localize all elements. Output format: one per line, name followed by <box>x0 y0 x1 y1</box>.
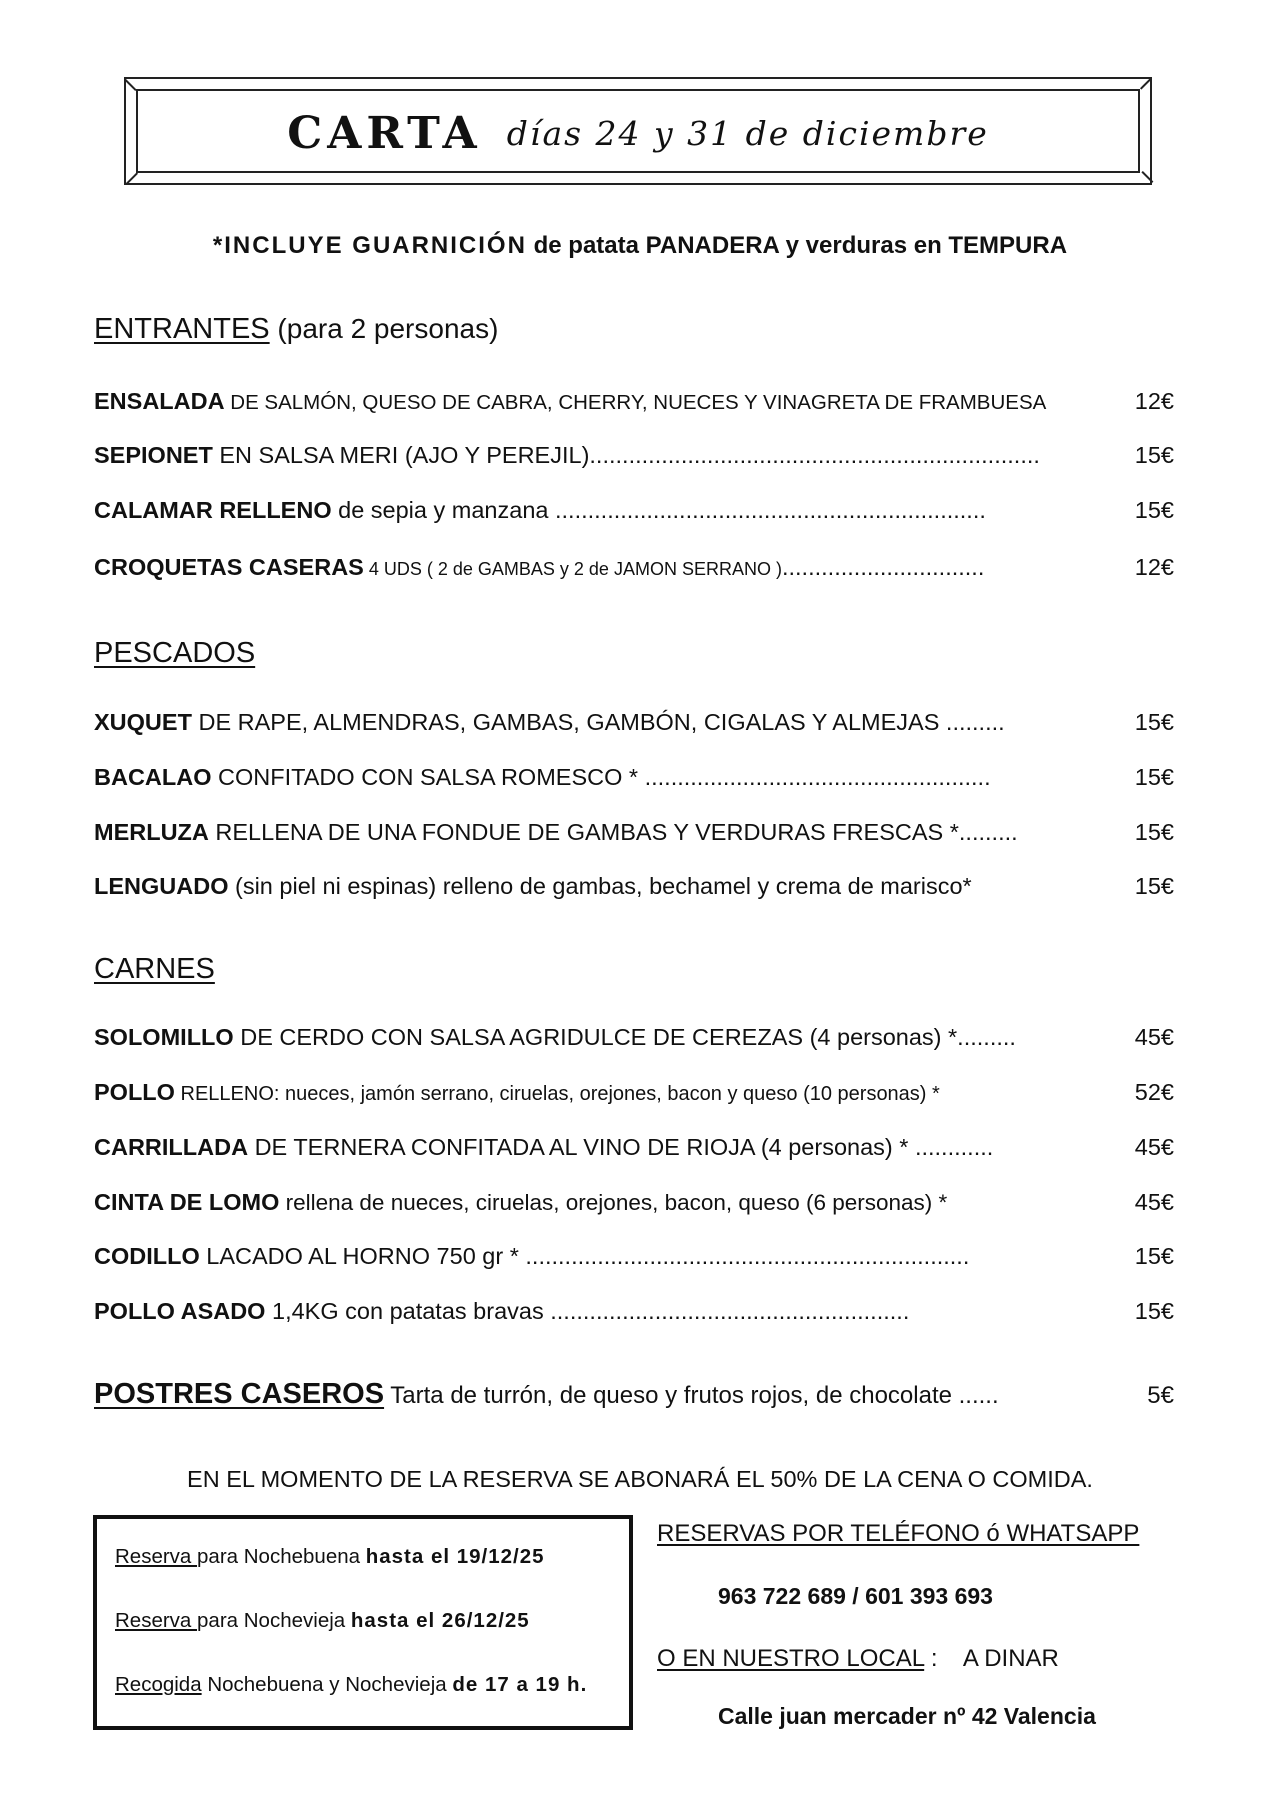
menu-item <box>94 1079 1174 1109</box>
menu-item <box>94 1134 1174 1164</box>
item-price: 15€ <box>1134 764 1174 790</box>
reservation-label: Recogida <box>115 1673 202 1696</box>
address: Calle juan mercader nº 42 Valencia <box>718 1703 1096 1729</box>
item-name: POLLO <box>94 1079 175 1105</box>
item-price: 52€ <box>1134 1079 1174 1105</box>
reservation-text: para Nochevieja <box>197 1609 351 1632</box>
local-name: A DINAR <box>962 1645 1059 1672</box>
item-detail-small: 4 UDS ( 2 de GAMBAS y 2 de JAMON SERRANO ) <box>363 559 782 579</box>
menu-item <box>94 1298 1174 1328</box>
item-name: XUQUET <box>94 709 192 735</box>
item-detail: 1,4KG con patatas bravas ....................................................... <box>265 1298 910 1324</box>
menu-item <box>94 1189 1174 1219</box>
item-detail: rellena de nueces, ciruelas, orejones, bacon, queso (6 personas) * <box>279 1190 948 1215</box>
menu-item <box>94 764 1174 794</box>
reservation-deadline: hasta el 19/12/25 <box>365 1545 545 1568</box>
item-detail: DE RAPE, ALMENDRAS, GAMBAS, GAMBÓN, CIGALAS Y ALMEJAS ......... <box>191 709 1005 735</box>
local-line <box>657 1645 1059 1673</box>
item-detail: de sepia y manzana .................................................................. <box>331 497 986 523</box>
item-detail: Tarta de turrón, de queso y frutos rojos, de chocolate ...... <box>384 1382 999 1409</box>
item-name: SEPIONET <box>94 442 213 468</box>
item-price: 15€ <box>1134 1243 1174 1269</box>
item-price: 15€ <box>1134 497 1174 523</box>
menu-item <box>94 819 1174 849</box>
item-name: ENSALADA <box>94 388 225 414</box>
reservation-label: Reserva <box>115 1545 198 1568</box>
section-carnes <box>94 953 215 986</box>
item-price: 12€ <box>1134 554 1174 580</box>
frame-bevel <box>125 79 137 91</box>
page-title <box>124 108 1152 159</box>
reservation-text: para Nochebuena <box>197 1545 366 1568</box>
reservation-line <box>115 1673 587 1697</box>
item-price: 15€ <box>1134 442 1174 468</box>
item-price: 15€ <box>1134 709 1174 735</box>
includes-label: *INCLUYE GUARNICIÓN <box>212 232 527 259</box>
item-detail: ............................... <box>781 554 985 580</box>
item-price: 15€ <box>1134 873 1174 899</box>
item-price: 45€ <box>1134 1189 1174 1215</box>
menu-item <box>94 554 1174 584</box>
deposit-note: EN EL MOMENTO DE LA RESERVA SE ABONARÁ EL 50% DE LA CENA O COMIDA. <box>187 1466 1093 1492</box>
reservation-box <box>93 1515 633 1730</box>
frame-bevel <box>1140 78 1152 90</box>
item-name: BACALAO <box>94 764 212 790</box>
item-name: LENGUADO <box>94 873 229 899</box>
item-detail: CONFITADO CON SALSA ROMESCO * ..................................................... <box>211 764 991 790</box>
item-price: 12€ <box>1134 388 1174 414</box>
reservation-label: Reserva <box>115 1609 198 1632</box>
section-title: PESCADOS <box>94 637 256 669</box>
item-name: POLLO ASADO <box>94 1298 266 1324</box>
item-price: 15€ <box>1134 819 1174 845</box>
section-entrantes <box>94 313 498 346</box>
frame-bevel <box>126 172 138 184</box>
reservation-deadline: de 17 a 19 h. <box>452 1673 588 1696</box>
item-detail: DE TERNERA CONFITADA AL VINO DE RIOJA (4 personas) * ............ <box>248 1134 994 1160</box>
frame-bevel <box>1141 171 1153 183</box>
item-price: 45€ <box>1134 1024 1174 1050</box>
item-name: CALAMAR RELLENO <box>94 497 332 523</box>
section-title: CARNES <box>94 953 215 985</box>
menu-item <box>94 873 1174 903</box>
item-name: CODILLO <box>94 1243 200 1269</box>
item-detail: DE CERDO CON SALSA AGRIDULCE DE CEREZAS (4 personas) *......... <box>233 1024 1016 1050</box>
postres-line <box>94 1378 1174 1412</box>
section-title: ENTRANTES <box>94 313 270 345</box>
reservation-line <box>115 1545 545 1569</box>
local-label: O EN NUESTRO LOCAL <box>657 1645 925 1672</box>
item-price: 15€ <box>1134 1298 1174 1324</box>
menu-item <box>94 497 1174 527</box>
menu-item <box>94 709 1174 739</box>
item-detail: RELLENO: nueces, jamón serrano, ciruelas, orejones, bacon y queso (10 personas) * <box>174 1083 940 1105</box>
item-name: CARRILLADA <box>94 1134 249 1160</box>
section-note: (para 2 personas) <box>269 313 499 344</box>
section-pescados <box>94 637 255 670</box>
item-detail: DE SALMÓN, QUESO DE CABRA, CHERRY, NUECES Y VINAGRETA DE FRAMBUESA <box>224 391 1047 414</box>
item-detail: RELLENA DE UNA FONDUE DE GAMBAS Y VERDURAS FRESCAS *......... <box>208 819 1018 845</box>
menu-item <box>94 442 1174 472</box>
section-title: POSTRES CASEROS <box>94 1378 385 1410</box>
includes-note <box>0 232 1280 260</box>
item-detail: LACADO AL HORNO 750 gr * .................................................................... <box>199 1243 970 1269</box>
item-name: MERLUZA <box>94 819 209 845</box>
item-name: SOLOMILLO <box>94 1024 234 1050</box>
reservation-text: Nochebuena y Nochevieja <box>201 1673 453 1696</box>
local-separator: : <box>924 1645 963 1672</box>
title-main: CARTA <box>287 108 482 159</box>
menu-item <box>94 388 1174 418</box>
item-detail: EN SALSA MERI (AJO Y PEREJIL)..................................................................... <box>212 442 1040 468</box>
reservation-deadline: hasta el 26/12/25 <box>350 1609 530 1632</box>
item-price: 45€ <box>1134 1134 1174 1160</box>
includes-detail: de patata PANADERA y verduras en TEMPURA <box>526 232 1068 259</box>
item-price: 5€ <box>1147 1382 1174 1409</box>
menu-item <box>94 1024 1174 1054</box>
title-subtitle: días 24 y 31 de diciembre <box>506 114 989 153</box>
item-name: CROQUETAS CASERAS <box>94 554 364 580</box>
menu-item <box>94 1243 1174 1273</box>
item-name: CINTA DE LOMO <box>94 1189 280 1215</box>
phone-title: RESERVAS POR TELÉFONO ó WHATSAPP <box>657 1520 1140 1547</box>
phone-numbers: 963 722 689 / 601 393 693 <box>718 1583 993 1609</box>
reservation-line <box>115 1609 530 1633</box>
item-detail: (sin piel ni espinas) relleno de gambas, bechamel y crema de marisco* <box>228 873 972 899</box>
